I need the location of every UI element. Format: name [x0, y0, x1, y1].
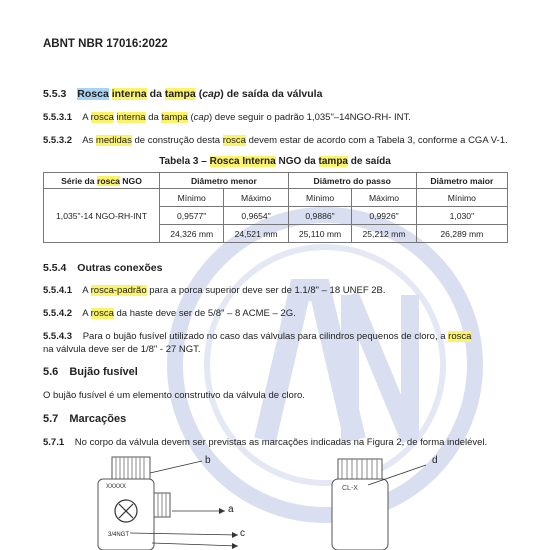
section-5-6-heading: 5.6 Bujão fusível [43, 366, 138, 378]
table-cell: 1,030" [416, 207, 507, 225]
section-5-5-3-heading: 5.5.3 Rosca interna da tampa (cap) de saída da válvula [43, 88, 323, 100]
section-5-5-4-1: 5.5.4.1 A rosca-padrão para a porca superior deve ser de 1.1/8" – 18 UNEF 2B. [43, 285, 386, 296]
subheader-cell: Mínimo [416, 189, 507, 207]
header-major-diameter: Diâmetro maior [416, 173, 507, 189]
section-5-7-heading: 5.7 Marcações [43, 413, 127, 425]
table-cell: 25,212 mm [352, 225, 416, 243]
label-c: c [240, 528, 245, 539]
label-a: a [228, 504, 234, 515]
valve-figure-right [322, 453, 442, 550]
table-cell: 24,326 mm [160, 225, 224, 243]
table-cell: 0,9577" [160, 207, 224, 225]
table-cell: 24,521 mm [224, 225, 288, 243]
table-cell: 26,289 mm [416, 225, 507, 243]
label-b: b [205, 455, 211, 466]
marking-cl: CL-X [342, 485, 358, 492]
thread-dimensions-table [43, 172, 508, 243]
series-cell: 1,035"-14 NGO-RH-INT [44, 189, 160, 243]
header-pitch-diameter: Diâmetro do passo [288, 173, 416, 189]
section-5-7-1: 5.7.1 No corpo da válvula devem ser previstas as marcações indicadas na Figura 2, de forma indelével. [43, 437, 488, 448]
section-5-5-4-3-continued: na válvula deve ser de 1/8" - 27 NGT. [43, 344, 201, 355]
section-5-5-3-1: 5.5.3.1 A rosca interna da tampa (cap) deve seguir o padrão 1,035"–14NGO-RH- INT. [43, 112, 411, 123]
subheader-cell: Mínimo [160, 189, 224, 207]
subheader-cell: Máximo [352, 189, 416, 207]
table-cell: 25,110 mm [288, 225, 352, 243]
section-5-5-3-2: 5.5.3.2 As medidas de construção desta rosca devem estar de acordo com a Tabela 3, conforme a CGA V-1. [43, 135, 508, 146]
label-d: d [432, 455, 438, 466]
table-cell: 0,9926" [352, 207, 416, 225]
section-5-5-4-heading: 5.5.4 Outras conexões [43, 262, 163, 274]
section-5-5-4-2: 5.5.4.2 A rosca da haste deve ser de 5/8" – 8 ACME – 2G. [43, 308, 296, 319]
table-cell: 0,9654" [224, 207, 288, 225]
subheader-cell: Mínimo [288, 189, 352, 207]
table-subheader-row [44, 189, 508, 207]
marking-thread: 3/4NGT [108, 532, 130, 538]
table-caption: Tabela 3 – Rosca Interna NGO da tampa de saída [159, 156, 391, 167]
document-header: ABNT NBR 17016:2022 [43, 38, 168, 50]
section-5-6-paragraph: O bujão fusível é um elemento construtivo da válvula de cloro. [43, 390, 305, 401]
table-header-row [44, 173, 508, 189]
marking-code: XXXXX [106, 484, 127, 490]
subheader-cell: Máximo [224, 189, 288, 207]
header-series: Série da rosca NGO [44, 173, 160, 189]
header-minor-diameter: Diâmetro menor [160, 173, 289, 189]
section-5-5-4-3: 5.5.4.3 Para o bujão fusível utilizado no caso das válvulas para cilindros pequenos de cloro, a rosca [43, 331, 472, 342]
table-cell: 0,9886" [288, 207, 352, 225]
